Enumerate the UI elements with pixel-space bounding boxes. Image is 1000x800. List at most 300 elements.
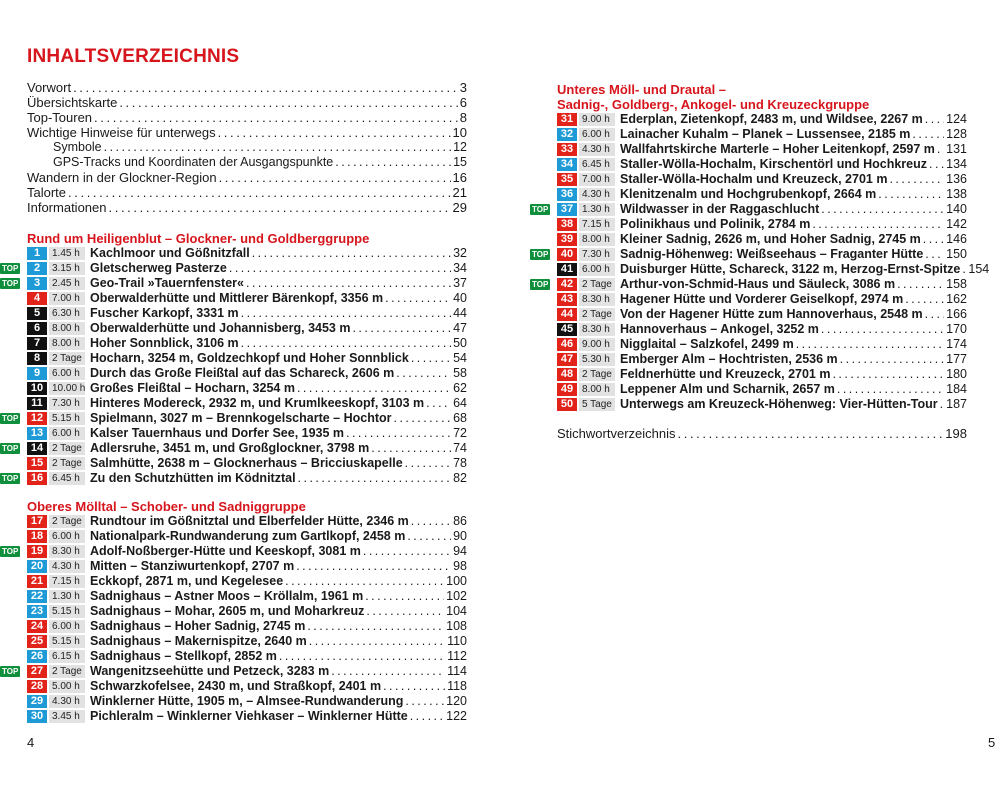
tour-title: Sadnighaus – Stellkopf, 2852 m xyxy=(90,649,277,663)
tour-number: 17 xyxy=(27,515,47,528)
tour-number: 28 xyxy=(27,680,47,693)
tour-number: 14 xyxy=(27,442,47,455)
tour-number: 1 xyxy=(27,247,47,260)
tour-duration: 2 Tage xyxy=(49,515,85,528)
tour-duration: 6.00 h xyxy=(579,263,615,276)
tour-page: 34 xyxy=(453,261,467,275)
tour-page: 62 xyxy=(453,381,467,395)
tour-title: Klenitzenalm und Hochgrubenkopf, 2664 m xyxy=(620,187,877,201)
tour-page: 174 xyxy=(946,337,967,351)
tour-title: Lainacher Kuhalm – Planek – Lussensee, 2185 m xyxy=(620,127,911,141)
tour-page: 86 xyxy=(453,514,467,528)
tour-title: Geo-Trail »Tauernfenster« xyxy=(90,276,244,290)
tour-title: Durch das Große Fleißtal auf das Schareck, 2606 m xyxy=(90,366,395,380)
dot-leader xyxy=(335,155,451,170)
tour-duration: 4.30 h xyxy=(579,143,615,156)
tour-page: 110 xyxy=(447,634,467,648)
dot-leader xyxy=(94,110,458,125)
tour-page: 146 xyxy=(946,232,967,246)
tour-page: 44 xyxy=(453,306,467,320)
tour-number: 42 xyxy=(557,278,577,291)
dot-leader xyxy=(218,125,451,140)
tour-entry[interactable] xyxy=(27,366,467,381)
tour-entry[interactable] xyxy=(2,261,467,276)
tour-page: 166 xyxy=(946,307,967,321)
tour-entry[interactable] xyxy=(27,529,467,544)
tour-entry[interactable] xyxy=(557,232,967,247)
tour-title: Feldnerhütte und Kreuzeck, 2701 m xyxy=(620,367,831,381)
tour-page: 32 xyxy=(453,246,467,260)
tour-title: Sadnig-Höhenweg: Weißseehaus – Fraganter Hütte xyxy=(620,247,924,261)
tour-entry[interactable] xyxy=(2,441,467,456)
tour-title: Sadnighaus – Hoher Sadnig, 2745 m xyxy=(90,619,306,633)
tour-number: 5 xyxy=(27,307,47,320)
tour-title: Hoher Sonnblick, 3106 m xyxy=(90,336,239,350)
tour-title: Sadnighaus – Astner Moos – Kröllalm, 1961 m xyxy=(90,589,364,603)
tour-entry[interactable] xyxy=(27,426,467,441)
tour-entry[interactable] xyxy=(27,246,467,261)
tour-entry[interactable] xyxy=(27,709,467,724)
tour-entry[interactable] xyxy=(27,649,467,664)
tour-number: 8 xyxy=(27,352,47,365)
tour-entry[interactable] xyxy=(557,127,967,142)
dot-leader xyxy=(371,441,451,456)
tour-duration: 2 Tage xyxy=(49,352,85,365)
front-matter-list xyxy=(27,80,467,215)
toc-entry-title: Top-Touren xyxy=(27,110,93,125)
tour-title: Leppener Alm und Scharnik, 2657 m xyxy=(620,382,835,396)
dot-leader xyxy=(241,306,451,321)
tour-title: Staller-Wölla-Hochalm, Kirschentörl und Hochkreuz xyxy=(620,157,927,171)
toc-entry-title: Stichwortverzeichnis xyxy=(557,426,676,441)
toc-entry[interactable] xyxy=(27,170,467,185)
tour-page: 98 xyxy=(453,559,467,573)
tour-duration: 2 Tage xyxy=(49,457,85,470)
toc-entry[interactable] xyxy=(27,185,467,200)
tour-entry[interactable] xyxy=(27,321,467,336)
tour-number: 36 xyxy=(557,188,577,201)
tour-duration: 7.00 h xyxy=(49,292,85,305)
toc-entry-page: 15 xyxy=(453,155,467,169)
tour-duration: 1.30 h xyxy=(49,590,85,603)
tour-entry[interactable] xyxy=(27,291,467,306)
toc-entry-title: Talorte xyxy=(27,185,67,200)
tour-duration: 2 Tage xyxy=(49,442,85,455)
tour-number: 45 xyxy=(557,323,577,336)
top-tour-badge: TOP xyxy=(2,414,19,423)
tour-duration: 5.15 h xyxy=(49,412,85,425)
tour-duration: 10.00 h xyxy=(49,382,85,395)
top-tour-badge: TOP xyxy=(532,205,549,214)
tour-entry[interactable] xyxy=(557,187,967,202)
tour-entry[interactable] xyxy=(27,559,467,574)
tour-page: 187 xyxy=(946,397,967,411)
tour-title: Polinikhaus und Polinik, 2784 m xyxy=(620,217,811,231)
toc-entry[interactable] xyxy=(27,200,467,215)
tour-number: 9 xyxy=(27,367,47,380)
tour-page: 140 xyxy=(946,202,967,216)
tour-number: 31 xyxy=(557,113,577,126)
tour-duration: 6.00 h xyxy=(579,128,615,141)
tour-title: Hinteres Modereck, 2932 m, und Krumlkeeskopf, 3103 m xyxy=(90,396,425,410)
dot-leader xyxy=(279,649,445,664)
dot-leader xyxy=(937,142,944,157)
tour-entry[interactable] xyxy=(557,367,967,382)
tour-title: Eckkopf, 2871 m, und Kegelesee xyxy=(90,574,284,588)
tour-page: 170 xyxy=(946,322,967,336)
dot-leader xyxy=(394,411,452,426)
tour-number: 11 xyxy=(27,397,47,410)
tour-duration: 4.30 h xyxy=(49,695,85,708)
tour-entry[interactable] xyxy=(557,322,967,337)
tour-entry[interactable] xyxy=(27,336,467,351)
tour-entry[interactable] xyxy=(27,456,467,471)
tour-number: 18 xyxy=(27,530,47,543)
tour-duration: 2 Tage xyxy=(579,368,615,381)
tour-entry[interactable] xyxy=(2,664,467,679)
tour-duration: 6.30 h xyxy=(49,307,85,320)
tour-entry[interactable] xyxy=(2,411,467,426)
dot-leader xyxy=(878,187,944,202)
toc-entry[interactable] xyxy=(27,140,467,155)
tour-number: 6 xyxy=(27,322,47,335)
toc-entry-page: 21 xyxy=(452,185,467,200)
tour-number: 44 xyxy=(557,308,577,321)
tour-entry[interactable] xyxy=(27,381,467,396)
toc-entry[interactable] xyxy=(27,95,467,110)
tour-duration: 6.00 h xyxy=(49,427,85,440)
tour-number: 25 xyxy=(27,635,47,648)
tour-duration: 8.30 h xyxy=(49,545,85,558)
tour-page: 138 xyxy=(946,187,967,201)
tour-title: Hannoverhaus – Ankogel, 3252 m xyxy=(620,322,819,336)
dot-leader xyxy=(405,694,444,709)
right-page xyxy=(500,0,1000,800)
tour-page: 58 xyxy=(453,366,467,380)
tour-page: 100 xyxy=(446,574,467,588)
dot-leader xyxy=(297,381,451,396)
toc-entry-title: Wichtige Hinweise für unterwegs xyxy=(27,125,216,140)
toc-entry-page: 198 xyxy=(945,426,967,441)
tour-entry[interactable] xyxy=(27,604,467,619)
dot-leader xyxy=(925,112,944,127)
tour-duration: 4.30 h xyxy=(579,188,615,201)
tour-number: 13 xyxy=(27,427,47,440)
tour-title: Spielmann, 3027 m – Brennkogelscharte – Hochtor xyxy=(90,411,392,425)
tour-entry[interactable] xyxy=(27,634,467,649)
top-tour-badge: TOP xyxy=(532,250,549,259)
tour-title: Nationalpark-Rundwanderung zum Gartlkopf, 2458 m xyxy=(90,529,406,543)
tour-page: 124 xyxy=(946,112,967,126)
toc-entry-page: 3 xyxy=(459,80,467,95)
toc-entry-title: Wandern in der Glockner-Region xyxy=(27,170,217,185)
tour-page: 131 xyxy=(946,142,967,156)
tour-title: Gletscherweg Pasterze xyxy=(90,261,227,275)
dot-leader xyxy=(307,619,444,634)
tour-title: Mitten – Stanziwurtenkopf, 2707 m xyxy=(90,559,295,573)
tour-duration: 6.45 h xyxy=(579,158,615,171)
dot-leader xyxy=(352,321,451,336)
tour-duration: 6.15 h xyxy=(49,650,85,663)
tour-duration: 8.00 h xyxy=(49,322,85,335)
tour-number: 46 xyxy=(557,338,577,351)
tour-entry[interactable] xyxy=(2,544,467,559)
tour-title: Rundtour im Gößnitztal und Elberfelder Hütte, 2346 m xyxy=(90,514,409,528)
toc-entry-title: Vorwort xyxy=(27,80,72,95)
index-entry xyxy=(557,426,967,441)
dot-leader xyxy=(897,277,944,292)
tour-entry[interactable] xyxy=(557,172,967,187)
tour-entry[interactable] xyxy=(27,619,467,634)
toc-entry[interactable] xyxy=(27,110,467,125)
tour-page: 37 xyxy=(453,276,467,290)
tour-page: 120 xyxy=(446,694,467,708)
toc-entry[interactable] xyxy=(27,80,467,95)
tour-page: 162 xyxy=(946,292,967,306)
top-tour-badge: TOP xyxy=(2,474,19,483)
tour-entry[interactable] xyxy=(557,292,967,307)
tour-title: Duisburger Hütte, Schareck, 3122 m, Herzog-Ernst-Spitze xyxy=(620,262,961,276)
tour-duration: 2 Tage xyxy=(49,665,85,678)
tour-number: 21 xyxy=(27,575,47,588)
tour-entry[interactable] xyxy=(557,217,967,232)
tour-entry[interactable] xyxy=(557,157,967,172)
dot-leader xyxy=(912,127,944,142)
tour-page: 50 xyxy=(453,336,467,350)
top-tour-badge: TOP xyxy=(2,667,19,676)
section-glockner-goldberg xyxy=(2,231,467,486)
tour-title: Schwarzkofelsee, 2430 m, und Straßkopf, 2401 m xyxy=(90,679,382,693)
tour-entry[interactable] xyxy=(27,396,467,411)
dot-leader xyxy=(929,157,944,172)
tour-duration: 4.30 h xyxy=(49,560,85,573)
dot-leader xyxy=(905,292,944,307)
tour-number: 43 xyxy=(557,293,577,306)
tour-entry[interactable] xyxy=(2,276,467,291)
tour-title: Kachlmoor und Gößnitzfall xyxy=(90,246,250,260)
tour-number: 32 xyxy=(557,128,577,141)
toc-entry-page: 16 xyxy=(452,170,467,185)
dot-leader xyxy=(396,366,451,381)
tour-duration: 1.45 h xyxy=(49,247,85,260)
tour-entry[interactable] xyxy=(557,262,990,277)
dot-leader xyxy=(832,367,944,382)
dot-leader xyxy=(73,80,458,95)
tour-duration: 8.00 h xyxy=(579,383,615,396)
tour-number: 40 xyxy=(557,248,577,261)
tour-title: Oberwalderhütte und Johannisberg, 3453 m xyxy=(90,321,351,335)
toc-entry-page: 12 xyxy=(453,140,467,154)
tour-page: 40 xyxy=(453,291,467,305)
tour-number: 3 xyxy=(27,277,47,290)
tour-title: Kalser Tauernhaus und Dorfer See, 1935 m xyxy=(90,426,345,440)
tour-duration: 6.00 h xyxy=(49,367,85,380)
tour-number: 35 xyxy=(557,173,577,186)
tour-page: 68 xyxy=(453,411,467,425)
tour-title: Adlersruhe, 3451 m, und Großglockner, 3798 m xyxy=(90,441,370,455)
tour-title: Großes Fleißtal – Hocharn, 3254 m xyxy=(90,381,295,395)
tour-title: Arthur-von-Schmid-Haus und Säuleck, 3086 m xyxy=(620,277,896,291)
tour-page: 74 xyxy=(453,441,467,455)
tour-entry[interactable] xyxy=(557,382,967,397)
dot-leader xyxy=(821,322,944,337)
tour-title: Wildwasser in der Raggaschlucht xyxy=(620,202,820,216)
dot-leader xyxy=(837,382,944,397)
top-tour-badge: TOP xyxy=(2,264,19,273)
tour-entry[interactable] xyxy=(557,352,967,367)
dot-leader xyxy=(119,95,457,110)
tour-number: 16 xyxy=(27,472,47,485)
tour-number: 30 xyxy=(27,710,47,723)
tour-entry[interactable] xyxy=(557,307,967,322)
toc-entry-title: Informationen xyxy=(27,200,107,215)
dot-leader xyxy=(940,397,945,412)
dot-leader xyxy=(309,634,445,649)
tour-duration: 7.15 h xyxy=(579,218,615,231)
toc-entry-title: Symbole xyxy=(53,140,102,154)
dot-leader xyxy=(962,262,966,277)
tour-number: 26 xyxy=(27,650,47,663)
top-tour-badge: TOP xyxy=(2,547,19,556)
tour-title: Von der Hagener Hütte zum Hannoverhaus, 2548 m xyxy=(620,307,923,321)
tour-title: Winklerner Hütte, 1905 m, – Almsee-Rundwanderung xyxy=(90,694,404,708)
toc-entry-page: 8 xyxy=(459,110,467,125)
tour-page: 114 xyxy=(447,664,467,678)
tour-duration: 5.15 h xyxy=(49,635,85,648)
tour-entry[interactable] xyxy=(2,471,467,486)
tour-duration: 7.00 h xyxy=(579,173,615,186)
tour-title: Wangenitzseehütte und Petzeck, 3283 m xyxy=(90,664,330,678)
tour-number: 12 xyxy=(27,412,47,425)
tour-number: 24 xyxy=(27,620,47,633)
section-heading: Sadnig-, Goldberg-, Ankogel- und Kreuzeckgruppe xyxy=(557,97,870,112)
section-heading: Rund um Heiligenblut – Glockner- und Goldberggruppe xyxy=(27,231,370,246)
tour-entry[interactable] xyxy=(27,679,467,694)
tour-entry[interactable] xyxy=(532,202,967,217)
tour-entry[interactable] xyxy=(557,397,967,412)
dot-leader xyxy=(68,185,451,200)
tour-number: 7 xyxy=(27,337,47,350)
tour-entry[interactable] xyxy=(557,112,967,127)
dot-leader xyxy=(366,604,444,619)
tour-entry[interactable] xyxy=(557,337,967,352)
tour-duration: 2.45 h xyxy=(49,277,85,290)
dot-leader xyxy=(385,291,451,306)
section-moell-drautal xyxy=(532,82,990,412)
top-tour-badge: TOP xyxy=(2,279,19,288)
tour-entry[interactable] xyxy=(27,574,467,589)
dot-leader xyxy=(229,261,451,276)
tour-duration: 6.00 h xyxy=(49,620,85,633)
tour-page: 78 xyxy=(453,456,467,470)
tour-number: 48 xyxy=(557,368,577,381)
top-tour-badge: TOP xyxy=(2,444,19,453)
tour-page: 94 xyxy=(453,544,467,558)
toc-entry[interactable] xyxy=(27,155,467,170)
tour-title: Hagener Hütte und Vorderer Geiselkopf, 2974 m xyxy=(620,292,904,306)
tour-number: 27 xyxy=(27,665,47,678)
tour-duration: 3.15 h xyxy=(49,262,85,275)
top-tour-badge: TOP xyxy=(532,280,549,289)
dot-leader xyxy=(331,664,445,679)
toc-entry[interactable] xyxy=(27,125,467,140)
toc-entry-title: GPS-Tracks und Koordinaten der Ausgangspunkte xyxy=(53,155,334,169)
dot-leader xyxy=(241,336,451,351)
tour-page: 154 xyxy=(968,262,990,276)
tour-duration: 6.00 h xyxy=(49,530,85,543)
tour-number: 23 xyxy=(27,605,47,618)
tour-duration: 7.15 h xyxy=(49,575,85,588)
tour-entry[interactable] xyxy=(557,142,967,157)
tour-page: 64 xyxy=(453,396,467,410)
tour-entry[interactable] xyxy=(27,589,467,604)
tour-entry[interactable] xyxy=(532,247,967,262)
tour-duration: 2 Tage xyxy=(579,308,615,321)
tour-title: Unterwegs am Kreuzeck-Höhenweg: Vier-Hütten-Tour xyxy=(620,397,938,411)
tour-entry[interactable] xyxy=(532,277,967,292)
tour-page: 184 xyxy=(946,382,967,396)
tour-duration: 3.45 h xyxy=(49,710,85,723)
tour-duration: 5.15 h xyxy=(49,605,85,618)
tour-number: 2 xyxy=(27,262,47,275)
tour-duration: 8.30 h xyxy=(579,323,615,336)
tour-duration: 5 Tage xyxy=(579,398,615,411)
tour-number: 37 xyxy=(557,203,577,216)
tour-entry[interactable] xyxy=(27,351,467,366)
dot-leader xyxy=(411,351,451,366)
tour-entry[interactable] xyxy=(27,306,467,321)
dot-leader xyxy=(678,426,944,441)
dot-leader xyxy=(405,456,451,471)
tour-duration: 1.30 h xyxy=(579,203,615,216)
tour-duration: 6.45 h xyxy=(49,472,85,485)
dot-leader xyxy=(923,232,944,247)
tour-number: 29 xyxy=(27,695,47,708)
tour-page: 82 xyxy=(453,471,467,485)
dot-leader xyxy=(812,217,944,232)
tour-title: Ederplan, Zietenkopf, 2483 m, und Wildsee, 2267 m xyxy=(620,112,923,126)
tour-title: Emberger Alm – Hochtristen, 2536 m xyxy=(620,352,838,366)
tour-page: 54 xyxy=(453,351,467,365)
tour-title: Kleiner Sadnig, 2626 m, und Hoher Sadnig, 2745 m xyxy=(620,232,921,246)
toc-entry-page: 6 xyxy=(459,95,467,110)
tour-entry[interactable] xyxy=(27,694,467,709)
tour-entry[interactable] xyxy=(27,514,467,529)
tour-number: 19 xyxy=(27,545,47,558)
tour-page: 142 xyxy=(946,217,967,231)
toc-entry[interactable] xyxy=(557,426,967,441)
tour-number: 50 xyxy=(557,398,577,411)
tour-number: 47 xyxy=(557,353,577,366)
tour-title: Fuscher Karkopf, 3331 m xyxy=(90,306,239,320)
tour-title: Staller-Wölla-Hochalm und Kreuzeck, 2701 m xyxy=(620,172,888,186)
tour-title: Wallfahrtskirche Marterle – Hoher Leitenkopf, 2597 m xyxy=(620,142,935,156)
dot-leader xyxy=(796,337,944,352)
tour-duration: 2 Tage xyxy=(579,278,615,291)
page-number-left: 4 xyxy=(27,735,35,750)
tour-title: Sadnighaus – Mohar, 2605 m, und Moharkreuz xyxy=(90,604,365,618)
tour-page: 136 xyxy=(946,172,967,186)
dot-leader xyxy=(296,559,451,574)
tour-number: 10 xyxy=(27,382,47,395)
tour-title: Zu den Schutzhütten im Ködnitztal xyxy=(90,471,296,485)
tour-title: Salmhütte, 2638 m – Glocknerhaus – Bricciuskapelle xyxy=(90,456,403,470)
dot-leader xyxy=(109,200,451,215)
tour-duration: 8.00 h xyxy=(579,233,615,246)
tour-duration: 8.30 h xyxy=(579,293,615,306)
section-heading: Unteres Möll- und Drautal – xyxy=(557,82,727,97)
tour-duration: 8.00 h xyxy=(49,337,85,350)
